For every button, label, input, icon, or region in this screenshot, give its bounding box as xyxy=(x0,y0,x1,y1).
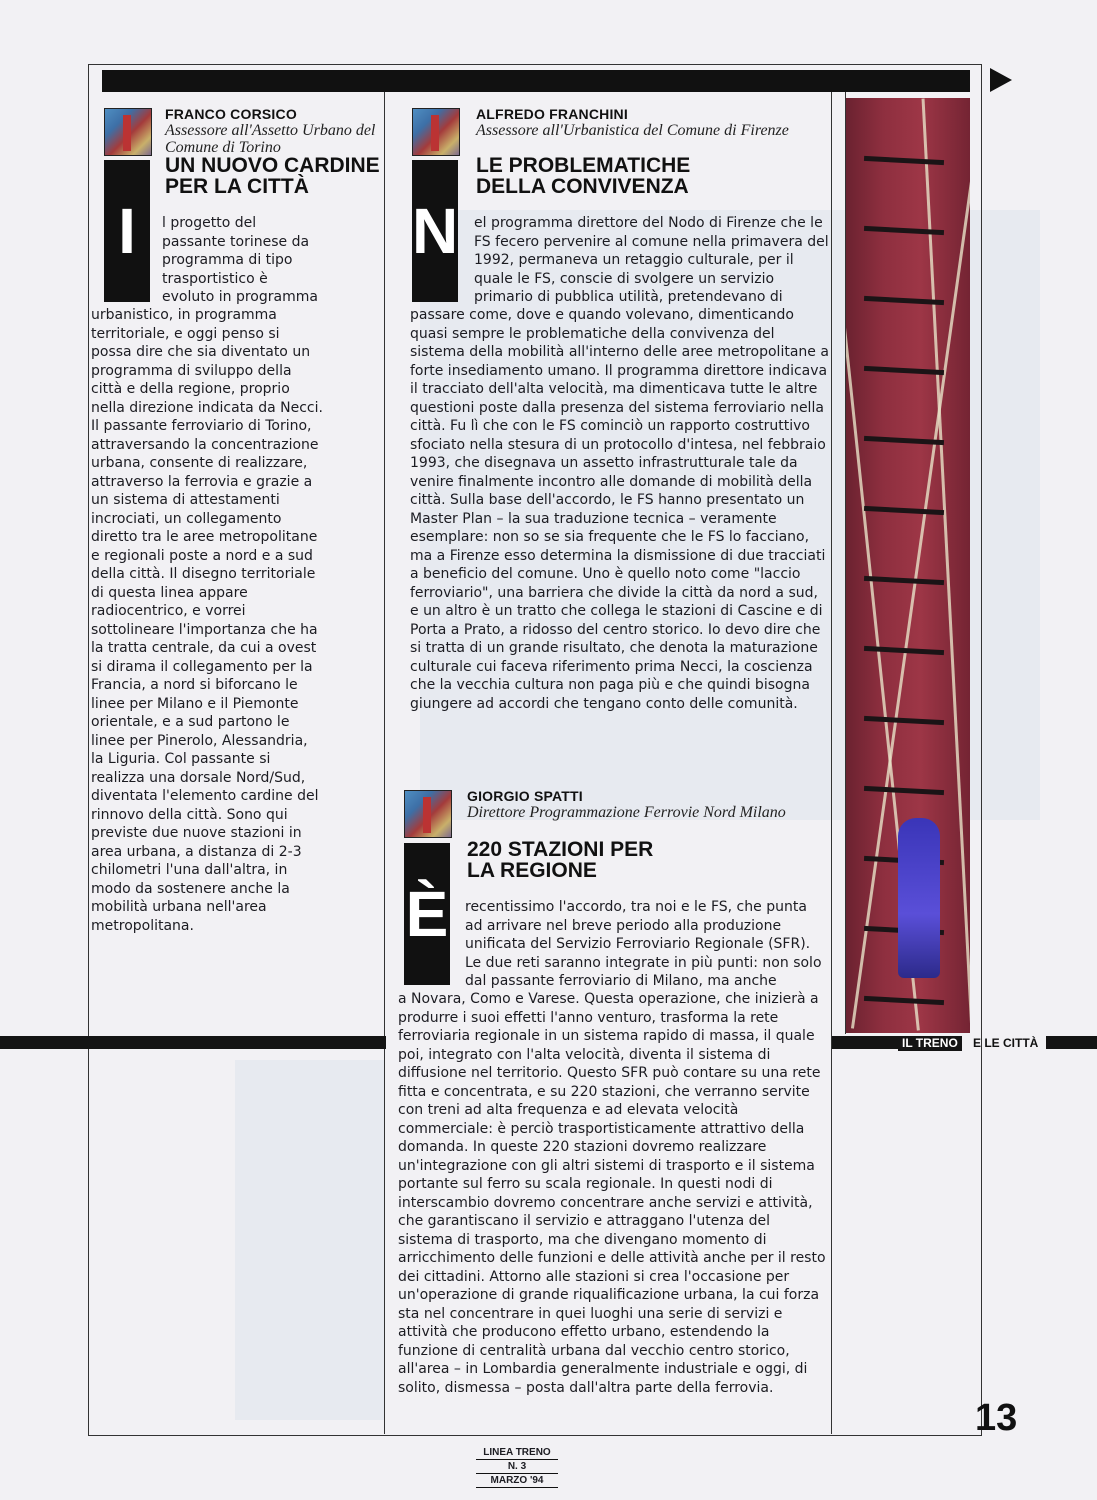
author-role: Assessore all'Urbanistica del Comune di Firenze xyxy=(476,122,789,139)
worker-figure xyxy=(898,818,940,978)
track-sleeper xyxy=(864,716,944,725)
article-body: passare come, dove e quando volevano, dimenticando quasi sempre le problematiche della convivenza del sistema della mobilità all'interno delle aree metropolitane a forte insediamento umano. Il programma direttore indicava il tracciato dell'alta velocità, ma dimenticava tutte le altre questioni poste dalla presenza del sistema ferroviario nella città. Fu lì che con le FS cominciò un rapporto costruttivo sfociato nella stesura di un protocollo d'intesa, nel febbraio 1993, che disegnava un assetto infrastrutturale tale da venire finalmente incontro alle domande di mobilità della città. Sulla base dell'accordo, le FS hanno presentato un Master Plan – la sua traduzione tecnica – veramente esemplare: non so se sia frequente che le FS lo facciano, ma a Firenze esso determina la dismissione di due tracciati a beneficio del comune. Uno è quello noto come "laccio ferroviario", una barriera che divide la città da nord a sud, e un altro è un tratto che collega le stazioni di Cascine e di Porta a Prato, a ridosso del centro storico. Io devo dire che si tratta di un grande risultato, che denota la maturazione culturale cui faceva riferimento prima Necci, la coscienza che la vecchia cultura non paga più e che quindi bisogna giungere ad accordi che tengano conto delle comunità. xyxy=(410,307,829,712)
page-number: 13 xyxy=(975,1397,1018,1439)
author-name: ALFREDO FRANCHINI xyxy=(476,106,628,122)
issue-date: MARZO '94 xyxy=(476,1474,558,1488)
track-sleeper xyxy=(864,156,944,165)
article-intro: recentissimo l'accordo, tra noi e le FS, che punta ad arrivare nel breve periodo alla produzione unificata del Servizio Ferroviario Regionale (SFR). Le due reti saranno integrate in più punti: non solo dal passante ferroviario di Milano, ma anche xyxy=(465,899,822,989)
author-name: FRANCO CORSICO xyxy=(165,106,297,122)
divider-bar xyxy=(1046,1036,1097,1049)
author-photo xyxy=(104,108,152,156)
article-intro: el programma direttore del Nodo di Firenze che le FS fecero pervenire al comune nella primavera del 1992, permaneva un retaggio culturale, per il quale le FS, conscie di svolgere un servizio primario di pubblica utilità, pretendevano di xyxy=(474,215,829,305)
track-sleeper xyxy=(864,366,944,375)
track-sleeper xyxy=(864,226,944,235)
author-name: GIORGIO SPATTI xyxy=(467,788,583,804)
article-title: UN NUOVO CARDINE PER LA CITTÀ xyxy=(165,154,380,198)
drop-cap: È xyxy=(404,843,450,985)
track-sleeper xyxy=(864,436,944,445)
article-intro: l progetto del passante torinese da programma di tipo trasportistico è evoluto in programma xyxy=(162,215,318,305)
track-sleeper xyxy=(864,786,944,795)
section-tag-secondary: E LE CITTÀ xyxy=(973,1036,1039,1050)
author-role: Direttore Programmazione Ferrovie Nord Milano xyxy=(467,804,786,821)
author-photo xyxy=(404,790,452,838)
author-photo xyxy=(412,108,460,156)
divider-bar xyxy=(832,1036,898,1049)
drop-cap: I xyxy=(104,160,150,302)
author-role: Assessore all'Assetto Urbano del Comune di Torino xyxy=(165,122,376,156)
railway-photo xyxy=(846,98,970,1033)
magazine-footer xyxy=(476,1446,558,1488)
top-bar xyxy=(102,70,970,92)
arrow-right-icon xyxy=(990,68,1012,92)
track-sleeper xyxy=(864,996,944,1005)
article-body: urbanistico, in programma territoriale, e oggi penso si possa dire che sia diventato un programma di sviluppo della città e della regione, proprio nella direzione indicata da Necci. Il passante ferroviario di Torino, attraversando la concentrazione urbana, consente di realizzare, attraverso la ferrovia e grazie a un sistema di attestamenti incrociati, un collegamento diretto tra le aree metropolitane e regionali poste a nord e a sud della città. Il disegno territoriale di questa linea appare radiocentrico, e vorrei sottolineare l'importanza che ha la tratta centrale, da cui a ovest si dirama il collegamento per la Francia, a nord si biforcano le linee per Milano e il Piemonte orientale, e a sud partono le linee per Pinerolo, Alessandria, la Liguria. Col passante si realizza una dorsale Nord/Sud, diventata l'elemento cardine del rinnovo della città. Sono qui previste due nuove stazioni in area urbana, a distanza di 2-3 chilometri l'una dall'altra, in modo da sostenere anche la mobilità urbana nell'area metropolitana. xyxy=(91,307,323,934)
article-title: LE PROBLEMATICHE DELLA CONVIVENZA xyxy=(476,154,691,198)
track-sleeper xyxy=(864,506,944,515)
column-rule xyxy=(384,92,385,1434)
article-title: 220 STAZIONI PER LA REGIONE xyxy=(467,838,654,882)
article-body: a Novara, Como e Varese. Questa operazione, che inizierà a produrre i suoi effetti l'anno venturo, trasforma la rete ferroviaria regionale in un sistema rapido di massa, il quale poi, integrato con l'alta velocità, diventa il sistema di diffusione nel territorio. Questo SFR può contare su una rete fitta e concentrata, e su 220 stazioni, che verranno servite con treni ad alta frequenza e ad elevata velocità commerciale: è perciò trasportisticamente attrattivo della domanda. In queste 220 stazioni dovremo realizzare un'integrazione con gli altri sistemi di trasporto e il sistema portante sul ferro su scala regionale. In questi nodi di interscambio dovremo concentrare anche servizi e attività, che garantiscano il servizio e attraggano l'utenza del sistema di trasporto, ma che divengano momento di arricchimento delle funzioni e delle attività anche per il resto dei cittadini. Attorno alle stazioni si crea l'occasione per un'operazione di grande riqualificazione urbana, la cui forza sta nel concentrare in quei luoghi una serie di servizi e attività che producono effetto urbano, estendendo la funzione di centralità urbana dal vecchio centro storico, all'area – in Lombardia generalmente industriale e oggi, di solito, dismessa – posta dall'altra parte della ferrovia. xyxy=(398,991,826,1396)
section-tag-primary: IL TRENO xyxy=(898,1036,962,1051)
drop-cap: N xyxy=(412,160,458,302)
divider-bar xyxy=(0,1036,386,1049)
track-sleeper xyxy=(864,576,944,585)
magazine-name: LINEA TRENO xyxy=(476,1446,558,1460)
issue-number: N. 3 xyxy=(476,1460,558,1474)
